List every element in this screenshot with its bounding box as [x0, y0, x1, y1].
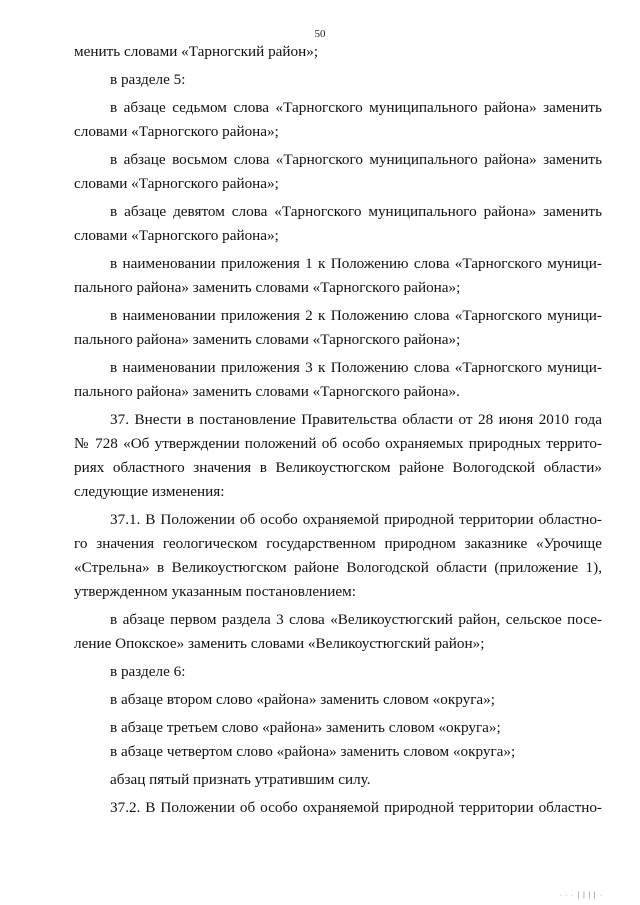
text-line: менить словами «Тарногский район»;	[74, 43, 319, 60]
text-line: в наименовании приложения 1 к Положению слова «Тарногского муници-	[110, 255, 602, 272]
text-line: 37.1. В Положении об особо охраняемой природной территории областно-	[110, 511, 602, 528]
document-body	[74, 40, 602, 820]
page-number: 50	[314, 28, 326, 40]
text-line: 37. Внести в постановление Правительства области от 28 июня 2010 года	[110, 411, 602, 428]
text-line: пального района» заменить словами «Тарногского района».	[74, 383, 460, 400]
text-line: словами «Тарногского района»;	[74, 175, 279, 192]
text-line: го значения геологическом государственном природном заказнике «Урочище	[74, 535, 602, 552]
text-line: абзац пятый признать утратившим силу.	[110, 771, 371, 788]
text-line: в абзаце девятом слова «Тарногского муниципального района» заменить	[110, 203, 602, 220]
text-line: пального района» заменить словами «Тарногского района»;	[74, 331, 461, 348]
text-line: пального района» заменить словами «Тарногского района»;	[74, 279, 461, 296]
text-line: словами «Тарногского района»;	[74, 123, 279, 140]
text-line: 37.2. В Положении об особо охраняемой природной территории областно-	[110, 799, 602, 816]
text-line: в наименовании приложения 3 к Положению слова «Тарногского муници-	[110, 359, 602, 376]
text-line: в разделе 5:	[110, 71, 186, 88]
text-line: риях областного значения в Великоустюгском районе Вологодской области»	[74, 459, 602, 476]
text-line: утвержденном указанным постановлением:	[74, 583, 356, 600]
text-line: в абзаце четвертом слово «района» заменить словом «округа»;	[110, 743, 516, 760]
scan-marks: · · · ││││ ·	[560, 893, 603, 899]
text-line: в абзаце третьем слово «района» заменить словом «округа»;	[110, 719, 501, 736]
text-line: следующие изменения:	[74, 483, 225, 500]
text-line: ление Опокское» заменить словами «Великоустюгский район»;	[74, 635, 485, 652]
text-line: в разделе 6:	[110, 663, 186, 680]
text-line: в абзаце седьмом слова «Тарногского муниципального района» заменить	[110, 99, 602, 116]
text-line: в абзаце втором слово «района» заменить словом «округа»;	[110, 691, 495, 708]
text-line: в абзаце первом раздела 3 слова «Великоустюгский район, сельское посе-	[110, 611, 602, 628]
text-line: в абзаце восьмом слова «Тарногского муниципального района» заменить	[110, 151, 602, 168]
text-line: в наименовании приложения 2 к Положению слова «Тарногского муници-	[110, 307, 602, 324]
text-line: № 728 «Об утверждении положений об особо охраняемых природных террито-	[74, 435, 602, 452]
text-line: «Стрельна» в Великоустюгском районе Вологодской области (приложение 1),	[74, 559, 602, 576]
text-line: словами «Тарногского района»;	[74, 227, 279, 244]
